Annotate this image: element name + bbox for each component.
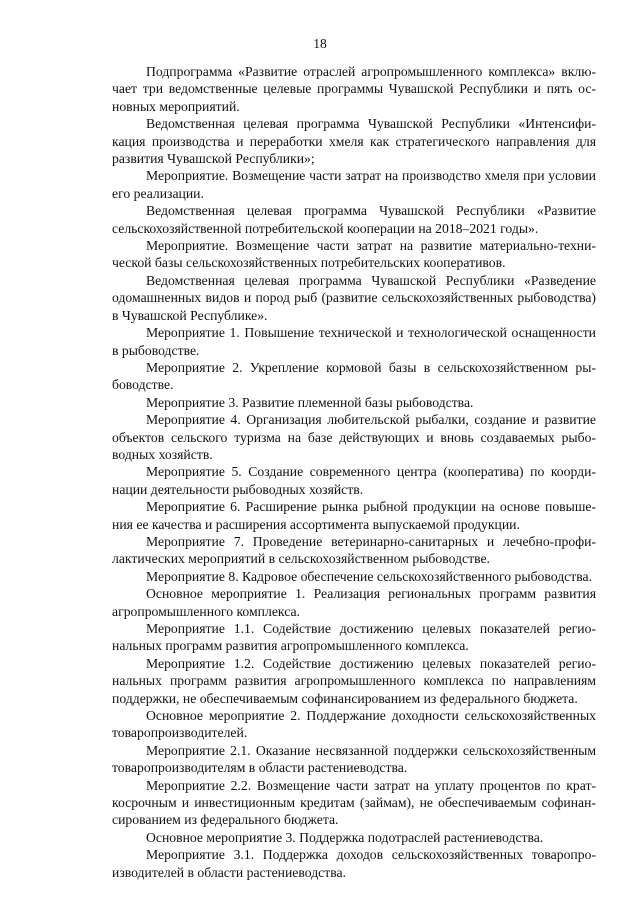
paragraph-subprogram-intro: Подпрограмма «Развитие отраслей агропромышленного комплекса» включает три ведомственные целевые программы Чувашской Республики и пять основных мероприятий.: [112, 64, 596, 114]
paragraph-fish-measure-8: Мероприятие 8. Кадровое обеспечение сельскохозяйственного рыбоводства.: [146, 568, 592, 584]
paragraph-fish-program: Ведомственная целевая программа Чувашской Республики «Разведение одомашненных видов и пород рыб (развитие сельскохозяйственных рыбоводства) в Чувашской Республике».: [112, 272, 596, 323]
paragraph-main-measure-2: Основное мероприятие 2. Поддержание доходности сельскохозяйственных товаропроизводителей.: [112, 708, 596, 741]
paragraph-fish-measure-3: Мероприятие 3. Развитие племенной базы рыбоводства.: [146, 394, 474, 410]
paragraph-hops-measure: Мероприятие. Возмещение части затрат на производство хмеля при условии его реализации.: [112, 168, 596, 201]
paragraph-fish-measure-5: Мероприятие 5. Создание современного центра (кооператива) по координации деятельности рыбоводных хозяйств.: [112, 464, 596, 497]
paragraph-fish-measure-1: Мероприятие 1. Повышение технической и технологической оснащенности в рыбоводстве.: [112, 325, 596, 358]
paragraph-measure-3-1: Мероприятие 3.1. Поддержка доходов сельскохозяйственных товаропроизводителей в области растениеводства.: [112, 847, 596, 880]
paragraph-main-measure-3: Основное мероприятие 3. Поддержка подотраслей растениеводства.: [146, 829, 544, 845]
paragraph-hops-program: Ведомственная целевая программа Чувашской Республики «Интенсификация производства и переработки хмеля как стратегического направления для развития Чувашской Республики»;: [112, 116, 596, 167]
paragraph-measure-1-1: Мероприятие 1.1. Содействие достижению целевых показателей региональных программ развития агропромышленного комплекса.: [112, 621, 596, 654]
paragraph-measure-2-1: Мероприятие 2.1. Оказание несвязанной поддержки сельскохозяйственным товаропроизводителям в области растениеводства.: [112, 742, 596, 776]
paragraph-cooperation-measure: Мероприятие. Возмещение части затрат на развитие материально-технической базы сельскохозяйственных потребительских кооперативов.: [112, 238, 596, 271]
paragraph-fish-measure-2: Мероприятие 2. Укрепление кормовой базы в сельскохозяйственном рыбоводстве.: [112, 359, 596, 393]
paragraph-cooperation-program: Ведомственная целевая программа Чувашской Республики «Развитие сельскохозяйственной потребительской кооперации на 2018–2021 годы».: [112, 203, 596, 236]
paragraph-fish-measure-4: Мероприятие 4. Организация любительской рыбалки, создание и развитие объектов сельского туризма на базе действующих и вновь создаваемых рыбоводных хозяйств.: [112, 412, 596, 462]
paragraph-fish-measure-6: Мероприятие 6. Расширение рынка рыбной продукции на основе повышения ее качества и расширения ассортимента выпускаемой продукции.: [112, 499, 596, 532]
paragraph-main-measure-1: Основное мероприятие 1. Реализация региональных программ развития агропромышленного комплекса.: [112, 586, 596, 619]
page-number: 18: [313, 36, 327, 51]
paragraph-measure-1-2: Мероприятие 1.2. Содействие достижению целевых показателей региональных программ развития агропромышленного комплекса по направлениям поддержки, не обеспечиваемым софинансированием из федерального бюджета.: [112, 655, 596, 706]
paragraph-measure-2-2: Мероприятие 2.2. Возмещение части затрат на уплату процентов по краткосрочным и инвестиционным кредитам (займам), не обеспечиваемым софинансированием из федерального бюджета.: [112, 777, 596, 828]
paragraph-fish-measure-7: Мероприятие 7. Проведение ветеринарно-санитарных и лечебно-профилактических мероприятий в сельскохозяйственном рыбоводстве.: [112, 533, 596, 567]
document-body: [112, 63, 596, 881]
